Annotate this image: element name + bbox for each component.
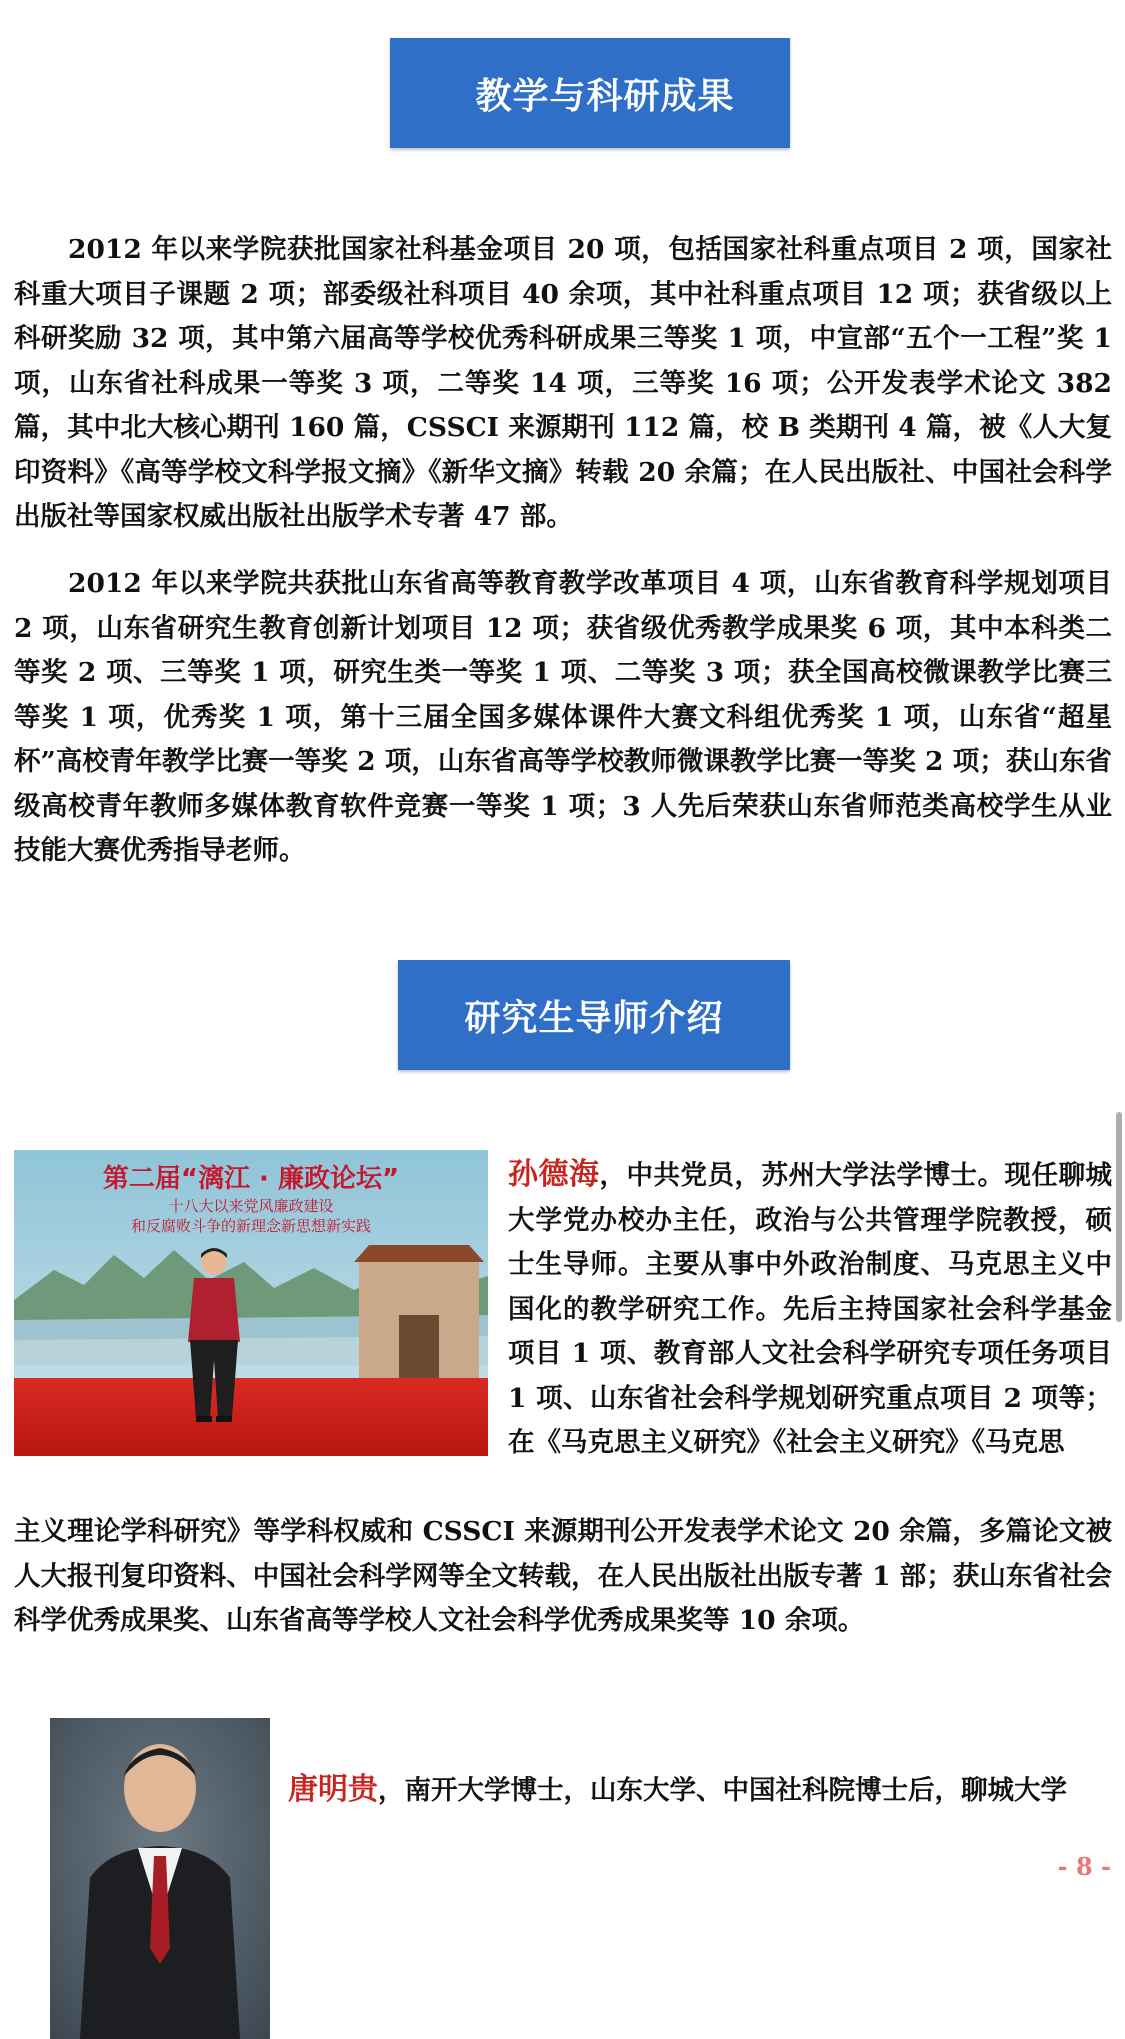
mentor-photo-tang-minggui <box>50 1718 270 2039</box>
page-number: - 8 - <box>1057 1852 1111 1881</box>
mentor-bio-sun-dehai-part2: 主义理论学科研究》等学科权威和 CSSCI 来源期刊公开发表学术论文 20 余篇，多篇论文被人大报刊复印资料、中国社会科学网等全文转载，在人民出版社出版专著 1 部；获山东省社会科学优秀成果奖、山东省高等学校人文社会科学优秀成果奖等 10 余项。 <box>14 1516 1112 1636</box>
section-title-achievements: 教学与科研成果 <box>390 38 790 148</box>
section-title-mentors: 研究生导师介绍 <box>398 960 790 1070</box>
mentor-bio-sun-dehai <box>508 1153 1112 1466</box>
mentor-name-sun-dehai: 孙德海 <box>508 1157 600 1192</box>
photo-banner-subtitle-2: 和反腐败斗争的新理念新思想新实践 <box>130 1217 371 1235</box>
photo-banner-title: 第二届“漓江 · 廉政论坛” <box>102 1164 400 1194</box>
mentor-bio-tang-minggui-text: ，南开大学博士，山东大学、中国社科院博士后，聊城大学 <box>378 1775 1067 1806</box>
mentor-name-tang-minggui: 唐明贵 <box>288 1772 378 1807</box>
mentor-bio-tang-minggui <box>288 1768 1112 1814</box>
mentor-bio-sun-dehai-part1: ，中共党员，苏州大学法学博士。现任聊城大学党办校办主任，政治与公共管理学院教授，硕士生导师。主要从事中外政治制度、马克思主义中国化的教学研究工作。先后主持国家社会科学基金项目 1 项、教育部人文社会科学研究专项任务项目 1 项、山东省社会科学规划研究重点项目 2 项等；在《马克思主义研究》《社会主义研究》《马克思 <box>508 1160 1112 1458</box>
achievements-paragraph-teaching: 2012 年以来学院共获批山东省高等教育教学改革项目 4 项，山东省教育科学规划项目 2 项，山东省研究生教育创新计划项目 12 项；获省级优秀教学成果奖 6 项，其中本科类二等奖 2 项、三等奖 1 项，研究生类一等奖 1 项、二等奖 3 项；获全国高校微课教学比赛三等奖 1 项，优秀奖 1 项，第十三届全国多媒体课件大赛文科组优秀奖 1 项，山东省“超星杯”高校青年教学比赛一等奖 2 项，山东省高等学校教师微课教学比赛一等奖 2 项；获山东省级高校青年教师多媒体教育软件竞赛一等奖 1 项；3 人先后荣获山东省师范类高校学生从业技能大赛优秀指导老师。 <box>14 568 1112 866</box>
photo-banner-subtitle-1: 十八大以来党风廉政建设 <box>168 1197 334 1215</box>
achievements-paragraph-research: 2012 年以来学院获批国家社科基金项目 20 项，包括国家社科重点项目 2 项，国家社科重大项目子课题 2 项；部委级社科项目 40 余项，其中社科重点项目 12 项；获省级以上科研奖励 32 项，其中第六届高等学校优秀科研成果三等奖 1 项，中宣部“五个一工程”奖 1 项，山东省社科成果一等奖 3 项，二等奖 14 项，三等奖 16 项；公开发表学术论文 382 篇，其中北大核心期刊 160 篇，CSSCI 来源期刊 112 篇，校 B 类期刊 4 篇，被《人大复印资料》《高等学校文科学报文摘》《新华文摘》转载 20 余篇；在人民出版社、中国社会科学出版社等国家权威出版社出版学术专著 47 部。 <box>14 234 1112 532</box>
mentor-photo-sun-dehai <box>14 1150 488 1456</box>
scrollbar-thumb[interactable] <box>1116 1112 1122 1322</box>
